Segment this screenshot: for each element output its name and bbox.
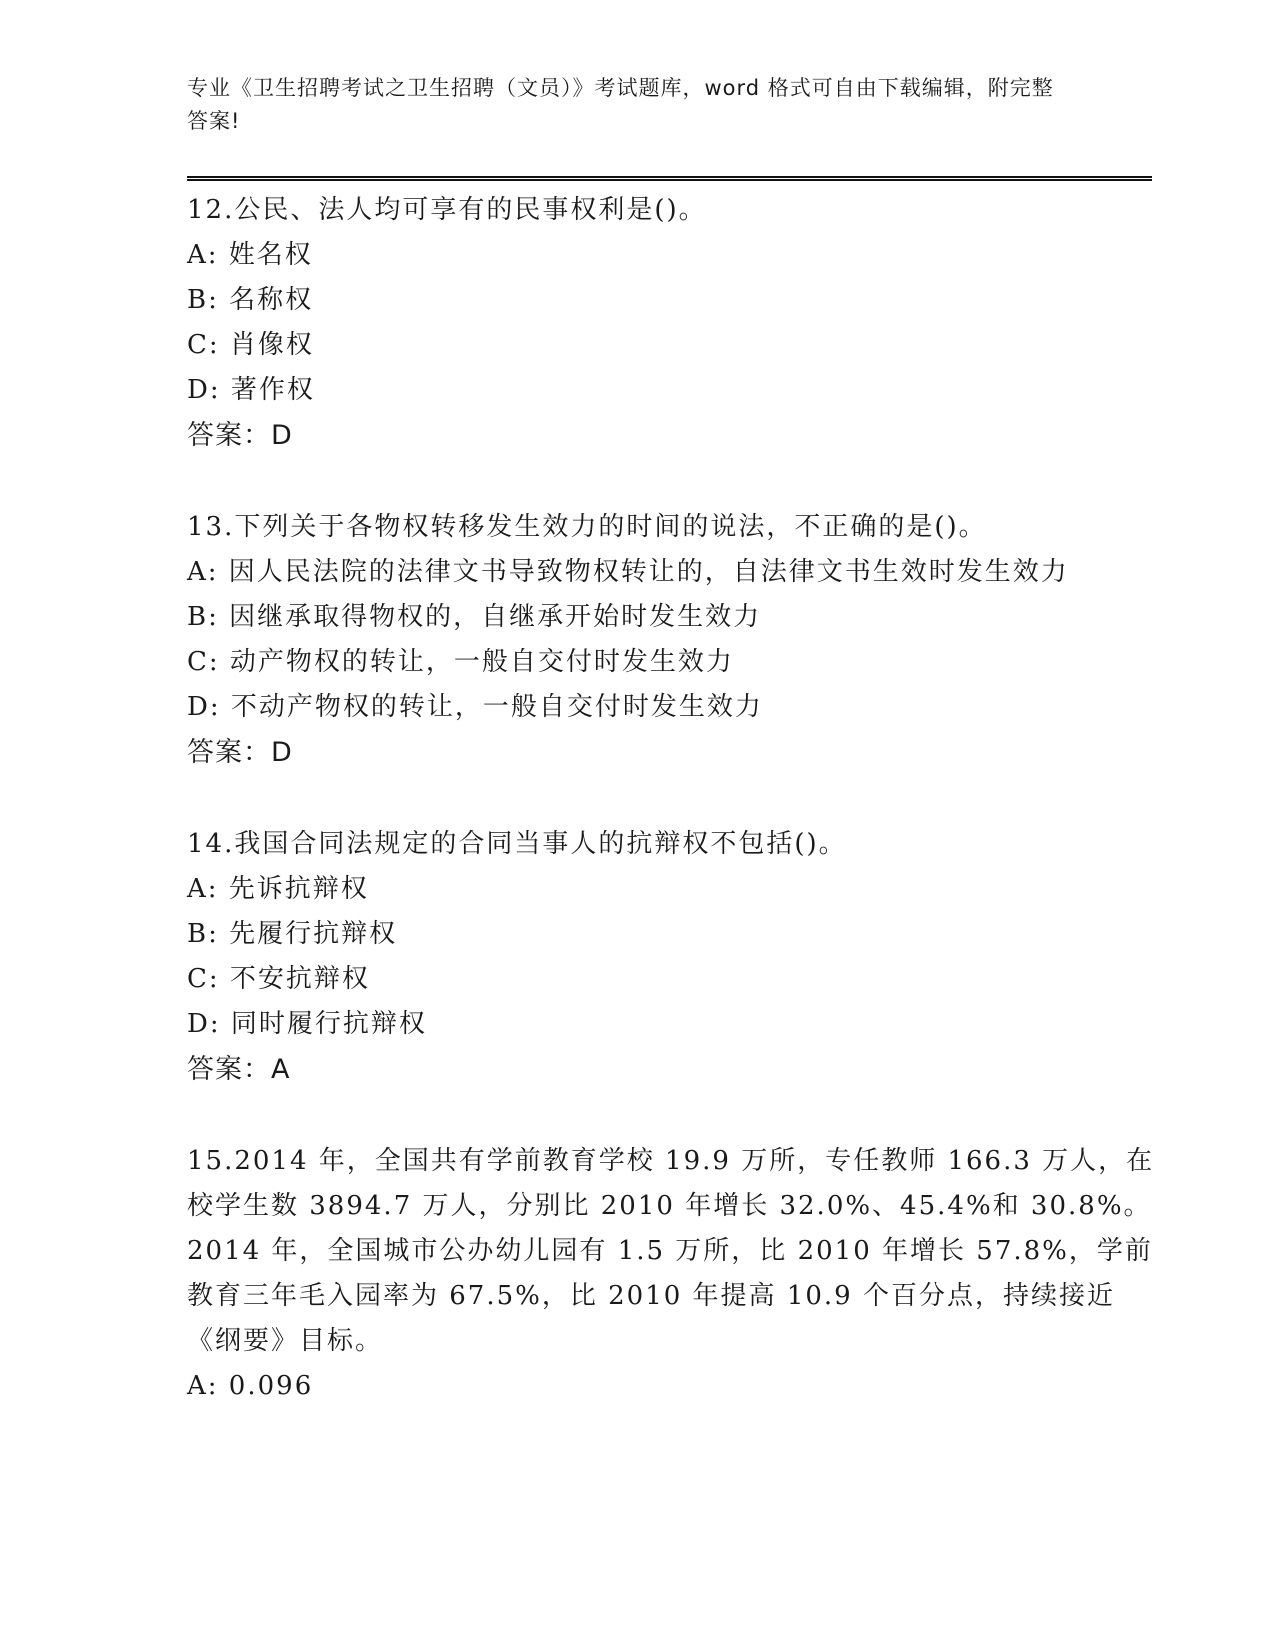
document-header: 专业《卫生招聘考试之卫生招聘（文员）》考试题库，word 格式可自由下载编辑，附完整答案! — [187, 76, 1054, 133]
answer-line: 答案：A — [187, 1054, 291, 1085]
question-13 — [187, 505, 1157, 776]
question-list — [187, 188, 1157, 1455]
question-15 — [187, 1139, 1157, 1409]
option-a: A: 0.096 — [187, 1371, 314, 1401]
question-stem: 13.下列关于各物权转移发生效力的时间的说法，不正确的是()。 — [187, 512, 987, 542]
question-stem: 14.我国合同法规定的合同当事人的抗辩权不包括()。 — [187, 829, 847, 859]
option-d: D: 著作权 — [187, 375, 315, 405]
option-b: B: 名称权 — [187, 285, 314, 315]
option-c: C: 动产物权的转让，一般自交付时发生效力 — [187, 647, 734, 677]
option-d: D: 不动产物权的转让，一般自交付时发生效力 — [187, 692, 763, 722]
question-stem: 15.2014 年，全国共有学前教育学校 19.9 万所，专任教师 166.3 万人，在校学生数 3894.7 万人，分别比 2010 年增长 32.0%、45.4%和 30.8%。2014 年，全国城市公办幼儿园有 1.5 万所，比 2010 年增长 57.8%，学前教育三年毛入园率为 67.5%，比 2010 年提高 10.9 个百分点，持续接近《纲要》目标。 — [187, 1146, 1155, 1356]
option-a: A: 先诉抗辩权 — [187, 874, 369, 904]
option-c: C: 不安抗辩权 — [187, 964, 370, 994]
option-b: B: 先履行抗辩权 — [187, 919, 398, 949]
answer-line: 答案：D — [187, 420, 293, 451]
option-d: D: 同时履行抗辩权 — [187, 1009, 427, 1039]
question-12 — [187, 188, 1157, 459]
option-c: C: 肖像权 — [187, 330, 314, 360]
question-stem: 12.公民、法人均可享有的民事权利是()。 — [187, 195, 707, 225]
header-double-rule — [187, 176, 1152, 181]
option-b: B: 因继承取得物权的，自继承开始时发生效力 — [187, 602, 762, 632]
question-14 — [187, 822, 1157, 1093]
answer-line: 答案：D — [187, 737, 293, 768]
option-a: A: 姓名权 — [187, 240, 313, 270]
option-a: A: 因人民法院的法律文书导致物权转让的，自法律文书生效时发生效力 — [187, 557, 1069, 587]
